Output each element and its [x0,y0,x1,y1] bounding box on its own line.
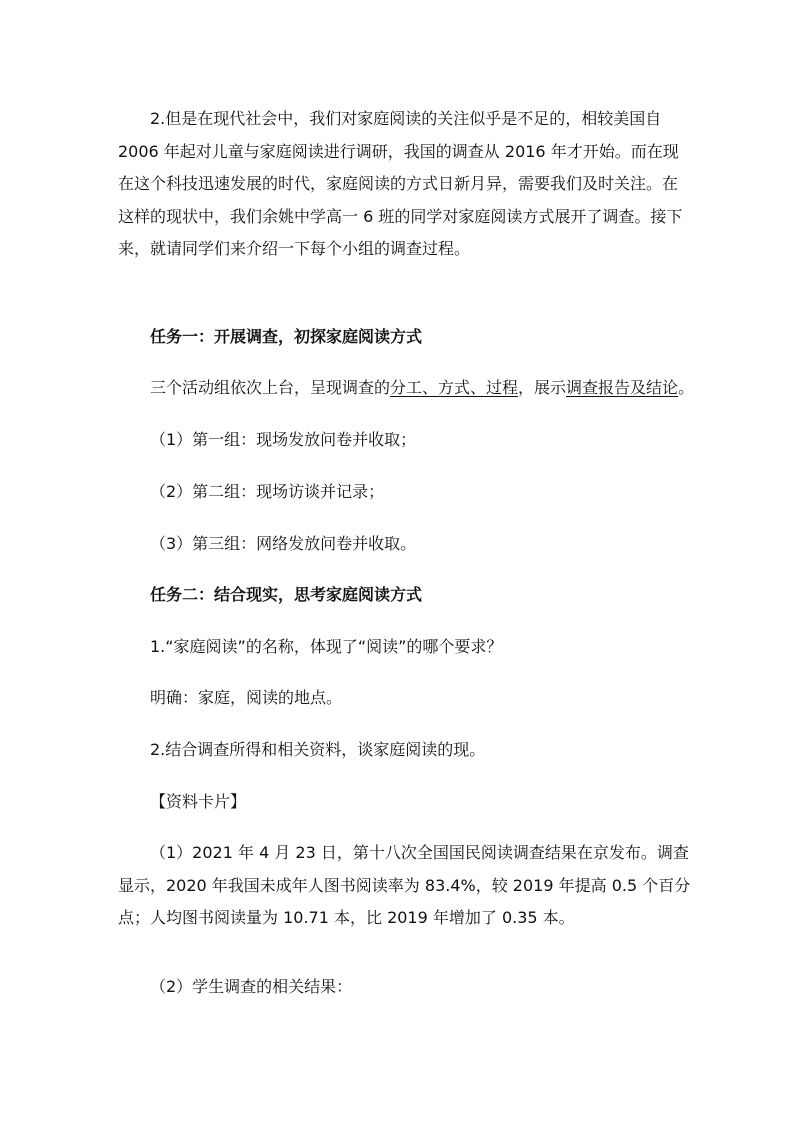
task1-intro-underline-division: 分工、方式、过程 [390,378,519,397]
paragraph-line: 2006 年起对儿童与家庭阅读进行调研，我国的调查从 2016 年才开始。而在现 [118,141,679,161]
task2-answer-1: 明确：家庭，阅读的地点。 [150,688,343,707]
paragraph-line: （1）2021 年 4 月 23 日，第十八次全国国民阅读调查结果在京发布。调查 [150,843,689,862]
paragraph-line: 显示，2020 年我国未成年人图书阅读率为 83.4%，较 2019 年提高 0.5 个百分 [118,875,691,895]
task1-item-group2: （2）第二组：现场访谈并记录； [150,482,385,501]
task1-item-group1: （1）第一组：现场发放问卷并收取； [150,430,417,449]
card-title: 【资料卡片】 [150,792,247,811]
paragraph-line: 在这个科技迅速发展的时代，家庭阅读的方式日新月异，需要我们及时关注。在 [118,174,679,193]
paragraph-line: 点；人均图书阅读量为 10.71 本，比 2019 年增加了 0.35 本。 [118,908,575,927]
task1-intro-underline-report: 调查报告及结论 [566,378,679,397]
task1-intro-text: 。 [678,378,695,397]
paragraph-line: 这样的现状中，我们余姚中学高一 6 班的同学对家庭阅读方式展开了调查。接下 [118,206,683,226]
task1-intro-text: 三个活动组依次上台，呈现调查的 [150,378,391,397]
paragraph-line: 来，就请同学们来介绍一下每个小组的调查过程。 [118,239,471,258]
task1-item-group3: （3）第三组：网络发放问卷并收取。 [150,534,417,553]
task1-intro-text: ，展示 [518,378,567,397]
card-item-1 [118,837,691,935]
task2-question-1: 1.“家庭阅读”的名称，体现了“阅读”的哪个要求？ [150,637,503,656]
paragraph-line: 2.但是在现代社会中，我们对家庭阅读的关注似乎是不足的，相较美国自 [150,109,662,128]
task1-intro [150,376,694,400]
card-item-2: （2）学生调查的相关结果： [150,977,353,996]
task2-heading: 任务二：结合现实，思考家庭阅读方式 [150,585,423,604]
paragraph-background [118,103,683,266]
task2-question-2: 2.结合调查所得和相关资料，谈家庭阅读的现。 [150,740,486,759]
task1-heading: 任务一：开展调查，初探家庭阅读方式 [150,327,423,346]
